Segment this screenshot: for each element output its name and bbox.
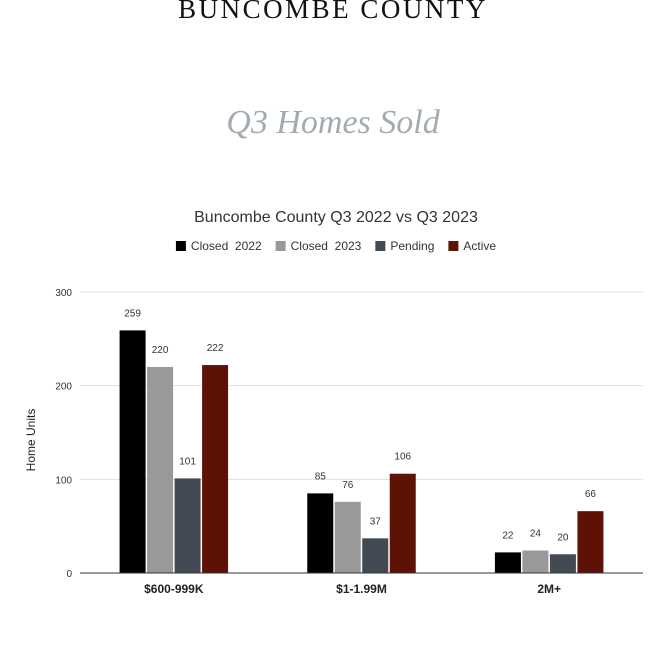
legend-swatch [276,241,286,251]
bar-data-label: 66 [584,489,596,501]
legend-label: Active [463,239,497,253]
bar [390,474,416,573]
bar [307,493,333,573]
bar-data-label: 222 [206,343,224,355]
bar [175,478,201,573]
y-tick-label: 100 [55,475,72,487]
bar-data-label: 24 [529,528,541,540]
bar-data-label: 101 [179,456,196,468]
legend-swatch [375,241,385,251]
legend-label: Closed 2022 [190,239,262,253]
bar [362,538,388,573]
bar-data-label: 37 [369,516,381,528]
bar [550,554,576,573]
y-tick-label: 200 [55,381,72,393]
bar-data-label: 106 [394,451,412,463]
bar [522,551,548,573]
page-header: BUNCOMBE COUNTY [178,0,488,24]
x-category-label: 2M+ [537,582,562,596]
bar [335,502,361,573]
chart-title: Buncombe County Q3 2022 vs Q3 2023 [194,209,478,226]
section-title: Q3 Homes Sold [226,104,440,141]
x-axis-categories [144,582,561,596]
bar [147,367,173,573]
chart-legend [176,239,496,253]
y-tick-label: 0 [66,569,72,580]
legend-swatch [176,241,186,251]
bar [495,552,521,573]
y-axis-title: Home Units [24,408,38,472]
bar-data-label: 20 [557,532,569,544]
bar [577,511,603,573]
bar-data-label: 76 [342,479,354,491]
x-category-label: $1-1.99M [336,582,387,596]
bar-data-label: 220 [151,344,169,356]
x-category-label: $600-999K [144,582,204,596]
bar-data-label: 22 [502,530,514,542]
bar-data-label: 259 [124,308,141,320]
legend-swatch [448,241,458,251]
bar-data-label: 85 [314,471,326,483]
bar [202,365,228,573]
bar [120,330,146,573]
legend-label: Pending [390,239,435,253]
y-tick-label: 300 [55,288,72,299]
legend-label: Closed 2023 [290,239,362,253]
y-axis-ticks [55,288,72,580]
